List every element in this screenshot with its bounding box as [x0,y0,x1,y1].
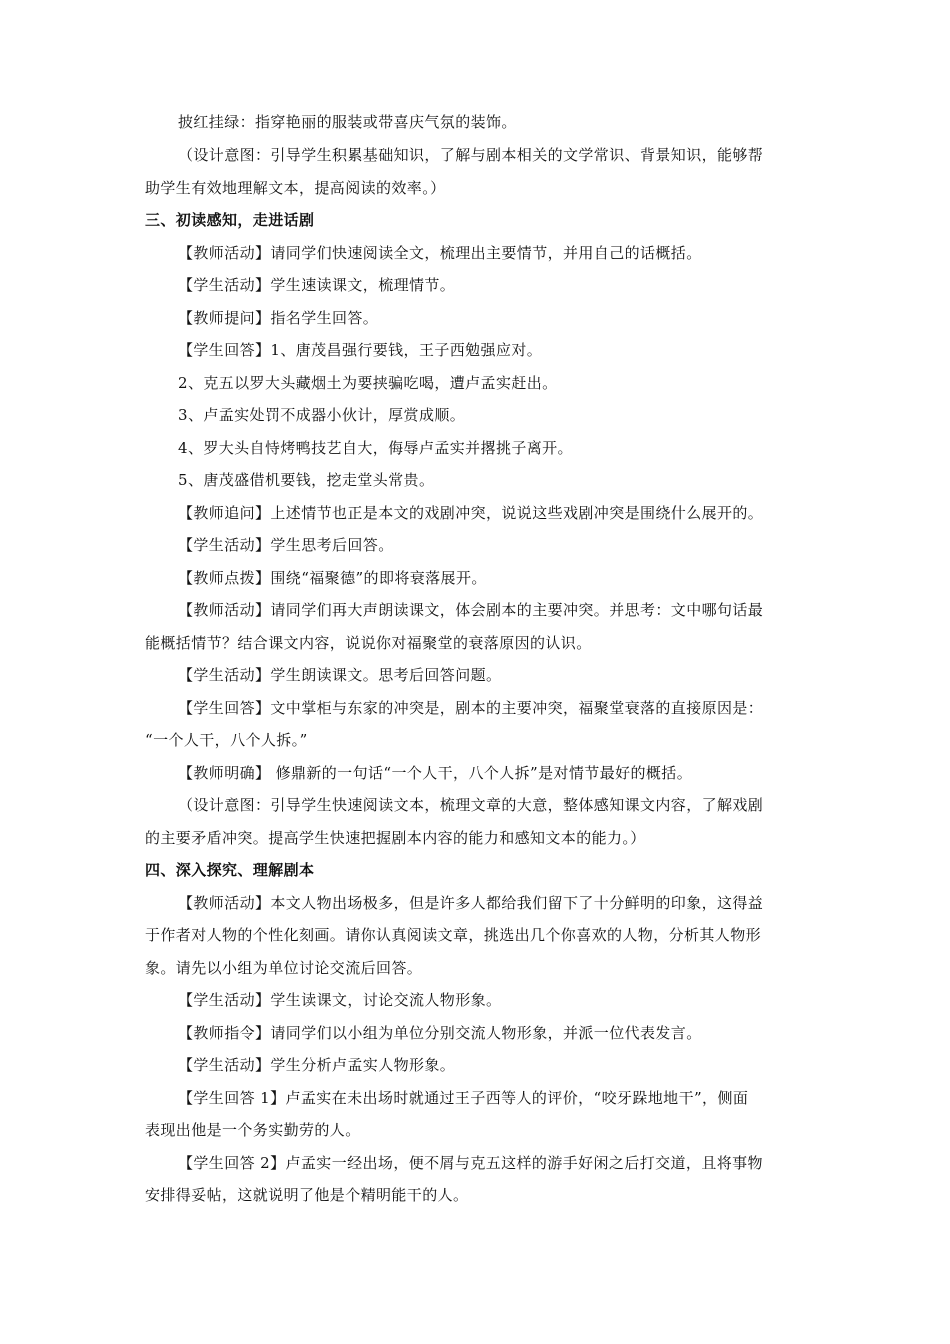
list-item: 4、罗大头自恃烤鸭技艺自大，侮辱卢孟实并撂挑子离开。 [178,439,573,457]
paragraph-line: 于作者对人物的个性化刻画。请你认真阅读文章，挑选出几个你喜欢的人物，分析其人物形 [145,926,762,944]
list-item: 2、克五以罗大头藏烟土为要挟骗吃喝，遭卢孟实赶出。 [178,374,558,392]
section-heading: 三、初读感知，走进话剧 [145,211,315,229]
paragraph-line: 【教师明确】 修鼎新的一句话“一个人干，八个人拆”是对情节最好的概括。 [178,764,693,782]
paragraph-line: 【教师活动】请同学们快速阅读全文，梳理出主要情节，并用自己的话概括。 [178,244,702,262]
design-intent-line: （设计意图：引导学生快速阅读文本，梳理文章的大意，整体感知课文内容，了解戏剧 [178,796,764,814]
paragraph-line: 披红挂绿：指穿艳丽的服装或带喜庆气氛的装饰。 [178,113,517,131]
design-intent-line: （设计意图：引导学生积累基础知识，了解与剧本相关的文学常识、背景知识，能够帮 [178,146,764,164]
paragraph-line: 【教师提问】指名学生回答。 [178,309,379,327]
list-item: 3、卢孟实处罚不成器小伙计，厚赏成顺。 [178,406,466,424]
paragraph-line: 【教师追问】上述情节也正是本文的戏剧冲突，说说这些戏剧冲突是围绕什么展开的。 [178,504,764,522]
paragraph-line: 【学生活动】学生思考后回答。 [178,536,394,554]
list-item: 5、唐茂盛借机要钱，挖走堂头常贵。 [178,471,435,489]
section-heading: 四、深入探究、理解剧本 [145,861,315,879]
paragraph-line: 【教师活动】请同学们再大声朗读课文，体会剧本的主要冲突。并思考：文中哪句话最 [178,601,764,619]
paragraph-line: 【学生活动】学生读课文，讨论交流人物形象。 [178,991,502,1009]
paragraph-line: 表现出他是一个务实勤劳的人。 [145,1121,361,1139]
paragraph-line: 【学生活动】学生分析卢孟实人物形象。 [178,1056,456,1074]
paragraph-line: 象。请先以小组为单位讨论交流后回答。 [145,959,423,977]
paragraph-line: 安排得妥帖，这就说明了他是个精明能干的人。 [145,1186,469,1204]
paragraph-line: 【教师活动】本文人物出场极多，但是许多人都给我们留下了十分鲜明的印象，这得益 [178,894,764,912]
paragraph-line: 【学生活动】学生速读课文，梳理情节。 [178,276,456,294]
paragraph-line: 【学生回答 1】卢孟实在未出场时就通过王子西等人的评价，“咬牙跺地地干”，侧面 [178,1089,749,1107]
design-intent-line: 助学生有效地理解文本，提高阅读的效率。） [145,179,446,197]
paragraph-line: 【学生活动】学生朗读课文。思考后回答问题。 [178,666,502,684]
paragraph-line: 【教师点拨】围绕“福聚德”的即将衰落展开。 [178,569,487,587]
paragraph-line: 能概括情节？结合课文内容，说说你对福聚堂的衰落原因的认识。 [145,634,592,652]
paragraph-line: 【学生回答】1、唐茂昌强行要钱，王子西勉强应对。 [178,341,543,359]
paragraph-line: 【学生回答】文中掌柜与东家的冲突是，剧本的主要冲突，福聚堂衰落的直接原因是： [178,699,764,717]
paragraph-line: “一个人干，八个人拆。” [145,731,308,749]
design-intent-line: 的主要矛盾冲突。提高学生快速把握剧本内容的能力和感知文本的能力。） [145,829,646,847]
paragraph-line: 【学生回答 2】卢孟实一经出场，便不屑与克五这样的游手好闲之后打交道，且将事物 [178,1154,763,1172]
paragraph-line: 【教师指令】请同学们以小组为单位分别交流人物形象，并派一位代表发言。 [178,1024,702,1042]
